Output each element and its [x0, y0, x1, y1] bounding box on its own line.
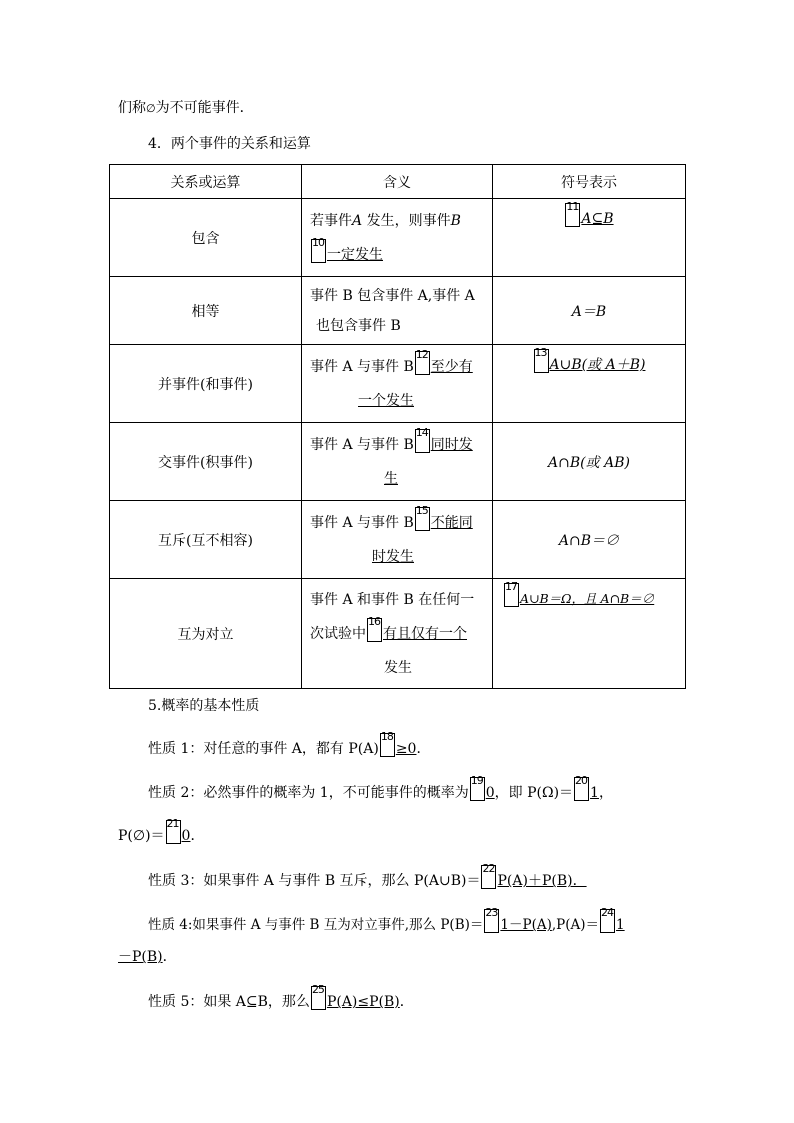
section5-title: 5.概率的基本性质	[148, 698, 260, 714]
blank-box	[311, 983, 326, 1010]
meaning-cell	[302, 345, 493, 423]
symbol-cell	[493, 423, 686, 501]
symbol-text: A∪B(或 A＋B)	[549, 357, 646, 373]
property-text: 性质 2：必然事件的概率为 1，不可能事件的概率为	[148, 785, 469, 801]
answer-text: 0	[181, 828, 191, 844]
blank-number: 12	[415, 347, 428, 361]
symbol-cell	[493, 199, 686, 277]
blank-box	[415, 347, 430, 375]
symbol-cell	[493, 579, 686, 689]
answer-text: 至少有	[430, 358, 473, 375]
symbol-text: A∪B＝Ω，且 A∩B＝∅	[520, 591, 655, 606]
relation-cell: 包含	[110, 199, 302, 277]
property-5	[148, 983, 414, 1012]
blank-number: 23	[485, 906, 498, 919]
property-text: ，即 P(Ω)＝	[494, 785, 574, 801]
property-2-cont	[118, 817, 205, 846]
property-text: 性质 4:如果事件 A 与事件 B 互为对立事件,那么 P(B)＝	[148, 917, 484, 933]
property-4-cont	[118, 947, 177, 967]
blank-number: 17	[505, 580, 517, 593]
header-relation: 关系或运算	[110, 165, 302, 199]
property-text: ．	[416, 741, 431, 757]
blank-number: 21	[166, 817, 179, 830]
blank-box	[415, 425, 430, 453]
symbol-text: A∩B＝∅	[558, 532, 620, 549]
answer-text: 时发生	[372, 548, 414, 565]
blank-number: 25	[311, 983, 324, 996]
blank-box	[504, 580, 519, 607]
meaning-cell	[302, 277, 493, 345]
answer-text: 有且仅有一个	[383, 625, 467, 642]
meaning-cell	[302, 501, 493, 579]
blank-number: 22	[482, 862, 495, 875]
property-text: 性质 1：对任意的事件 A，都有 P(A)	[148, 741, 379, 757]
symbol-cell	[493, 501, 686, 579]
table-row	[110, 423, 686, 501]
intro-line	[118, 98, 254, 119]
blank-number: 11	[566, 200, 579, 213]
property-1	[148, 730, 431, 759]
meaning-text: 事件 A 与事件 B	[310, 514, 414, 531]
meaning-text: 次试验中	[310, 625, 366, 642]
table-row	[110, 345, 686, 423]
blank-box	[380, 730, 395, 757]
meaning-text: 事件 A 与事件 B	[310, 358, 414, 375]
property-text: 性质 5：如果 A⊆B，那么	[148, 994, 310, 1010]
blank-box	[484, 906, 499, 933]
property-text: ．	[162, 949, 177, 965]
blank-box	[574, 774, 589, 801]
answer-text: ≥0	[395, 741, 417, 757]
blank-box	[166, 817, 181, 844]
intro-suffix: 为不可能事件．	[155, 100, 254, 116]
answer-text: 1	[590, 785, 599, 801]
intro-prefix: 们称	[118, 100, 146, 116]
relations-table	[109, 164, 686, 689]
blank-number: 15	[415, 503, 428, 517]
property-2	[148, 774, 613, 803]
blank-number: 10	[312, 235, 324, 249]
blank-box	[311, 235, 326, 263]
meaning-text: 发生，则事件	[362, 212, 451, 229]
answer-text: 不能同	[430, 514, 473, 531]
header-meaning: 含义	[302, 165, 493, 199]
blank-number: 14	[415, 425, 428, 439]
relation-cell: 互为对立	[110, 579, 302, 689]
meaning-text: 事件 A 和事件 B 在任何一	[310, 591, 475, 608]
answer-text: 同时发	[430, 436, 473, 453]
blank-number: 13	[534, 346, 547, 359]
meaning-text: 发生	[384, 659, 412, 676]
property-3	[148, 862, 587, 891]
meaning-text: 也包含事件 B	[316, 317, 401, 334]
property-text: ，	[598, 785, 613, 801]
blank-box	[415, 503, 430, 531]
blank-box	[600, 906, 615, 933]
property-text: ．	[399, 994, 414, 1010]
blank-number: 24	[601, 906, 614, 919]
table-row	[110, 199, 686, 277]
header-symbol: 符号表示	[493, 165, 686, 199]
property-text: ．	[190, 828, 205, 844]
answer-text: 1	[616, 917, 625, 933]
answer-text: P(A)＋P(B)．	[497, 873, 587, 889]
relation-cell: 相等	[110, 277, 302, 345]
table-row	[110, 579, 686, 689]
answer-text: 1－P(A)	[500, 917, 552, 933]
relation-cell: 并事件(和事件)	[110, 345, 302, 423]
blank-box	[470, 774, 485, 801]
table-row	[110, 277, 686, 345]
meaning-cell	[302, 423, 493, 501]
blank-box	[565, 200, 580, 227]
meaning-var: B	[450, 212, 461, 229]
answer-text: P(A)≤P(B)	[326, 994, 400, 1010]
property-text: 性质 3：如果事件 A 与事件 B 互斥，那么 P(A∪B)＝	[148, 873, 481, 889]
symbol-text: A＝B	[571, 303, 607, 320]
symbol-text: A∩B(或 AB)	[548, 454, 630, 471]
symbol-text: A⊆B	[581, 211, 614, 227]
meaning-text: 事件 B 包含事件 A,事件 A	[310, 287, 475, 304]
answer-text: 生	[384, 470, 398, 487]
table-header-row	[110, 165, 686, 199]
answer-text: 一个发生	[358, 392, 414, 409]
symbol-cell	[493, 345, 686, 423]
blank-number: 19	[470, 774, 483, 787]
relation-cell: 交事件(积事件)	[110, 423, 302, 501]
blank-number: 18	[380, 730, 393, 743]
meaning-cell	[302, 579, 493, 689]
relation-cell: 互斥(互不相容)	[110, 501, 302, 579]
section4-title: 4．两个事件的关系和运算	[148, 136, 311, 152]
meaning-cell	[302, 199, 493, 277]
blank-number: 16	[368, 614, 380, 628]
answer-text: －P(B)	[118, 949, 163, 965]
table-row	[110, 501, 686, 579]
empty-set-symbol: ∅	[146, 102, 156, 115]
blank-box	[367, 614, 382, 642]
symbol-cell	[493, 277, 686, 345]
answer-text: 一定发生	[327, 246, 383, 263]
property-text: ,P(A)＝	[551, 917, 600, 933]
answer-text: 0	[485, 785, 495, 801]
meaning-text: 事件 A 与事件 B	[310, 436, 414, 453]
property-text: P(∅)＝	[118, 828, 165, 844]
blank-number: 20	[575, 774, 588, 787]
blank-box	[534, 346, 549, 373]
blank-box	[481, 862, 496, 889]
meaning-text: 若事件	[310, 212, 352, 229]
property-4	[148, 906, 625, 935]
meaning-var: A	[352, 212, 363, 229]
